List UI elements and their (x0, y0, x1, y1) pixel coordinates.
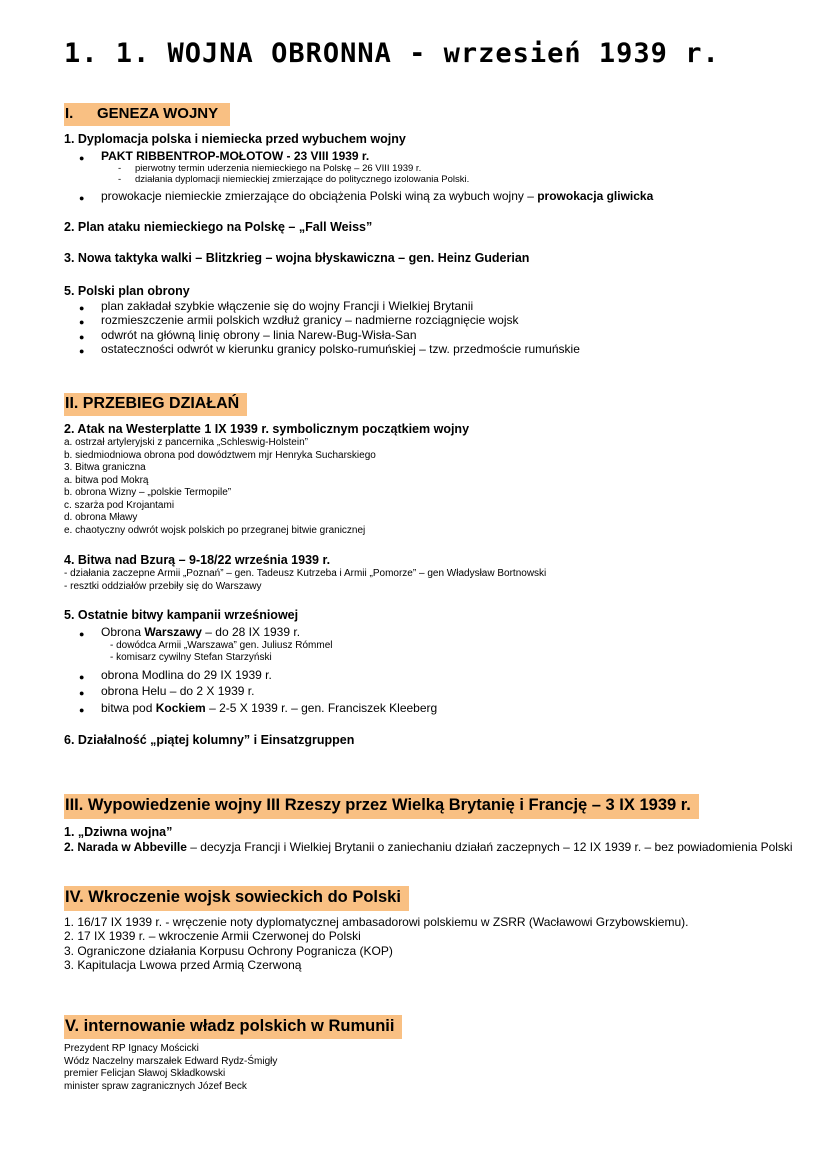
sub-list-item: - działania dyplomacji niemieckiej zmierzające do politycznego izolowania Polski. (118, 174, 814, 185)
section-1-number: I. (65, 105, 74, 122)
text-run: – decyzja Francji i Wielkiej Brytanii o zaniechaniu działań zaczepnych – 12 IX 1939 r. – bez powiadomienia Polski (186, 839, 793, 854)
section-internowanie-wladz (64, 1015, 814, 1093)
text-run: prowokacje niemieckie zmierzające do obciążenia Polski winą za wybuch wojny – (101, 189, 538, 203)
list-item-hel: ● obrona Helu – do 2 X 1939 r. (64, 684, 814, 699)
text-run: – do 28 IX 1939 r. (201, 625, 301, 640)
text-run: – 2-5 X 1939 r. – gen. Franciszek Kleeberg (205, 700, 438, 715)
text-run: Obrona (101, 625, 145, 640)
heading-dyplomacja: 1. Dyplomacja polska i niemiecka przed wybuchem wojny (64, 131, 406, 146)
detail-line: b. obrona Wizny – „polskie Termopile” (64, 487, 232, 499)
heading-blitzkrieg: 3. Nowa taktyka walki – Blitzkrieg – wojna błyskawiczna – gen. Heinz Guderian (64, 250, 530, 265)
list-item-warszawa (64, 625, 814, 640)
detail-line: 3. Bitwa graniczna (64, 462, 146, 474)
text-line: premier Felicjan Sławoj Składkowski (64, 1068, 226, 1080)
section-4-title: IV. Wkroczenie wojsk sowieckich do Polski (64, 886, 409, 910)
document-title: 1. 1. WOJNA OBRONNA - wrzesień 1939 r. (64, 38, 720, 69)
text-run: bitwa pod (101, 700, 156, 715)
section-przebieg-dzialan (64, 393, 814, 749)
detail-line: d. obrona Mławy (64, 512, 138, 524)
warszawa-sub-list (110, 640, 814, 665)
text-line: 1. 16/17 IX 1939 r. - wręczenie noty dyplomatycznej ambasadorowi polskiemu w ZSRR (Wacławowi Grzybowskiemu). (64, 914, 689, 929)
text-run-bold: prowokacja gliwicka (537, 189, 654, 203)
list-item: ● ostateczności odwrót w kierunku granicy polsko-rumuńskiej – tzw. przedmoście rumuńskie (64, 342, 814, 357)
detail-line: e. chaotyczny odwrót wojsk polskich po przegranej bitwie granicznej (64, 524, 366, 536)
detail-line: b. siedmiodniowa obrona pod dowództwem mjr Henryka Sucharskiego (64, 449, 376, 461)
heading-fall-weiss: 2. Plan ataku niemieckiego na Polskę – „Fall Weiss” (64, 219, 373, 234)
section-5-title: V. internowanie władz polskich w Rumunii (64, 1015, 402, 1039)
text-line: 3. Kapitulacja Lwowa przed Armią Czerwoną (64, 958, 302, 973)
heading-westerplatte: 2. Atak na Westerplatte 1 IX 1939 r. symbolicznym początkiem wojny (64, 422, 470, 437)
list-item: ● plan zakładał szybkie włączenie się do wojny Francji i Wielkiej Brytanii (64, 299, 814, 314)
list-item-kock (64, 701, 814, 716)
heading-dziwna-wojna: 1. „Dziwna wojna” (64, 824, 173, 839)
section-3-title: III. Wypowiedzenie wojny III Rzeszy przez Wielką Brytanię i Francję – 3 IX 1939 r. (64, 794, 699, 818)
section-wypowiedzenie-wojny (64, 794, 814, 854)
detail-line: a. ostrzał artyleryjski z pancernika „Schleswig-Holstein” (64, 437, 308, 449)
line-abbeville (64, 840, 814, 855)
sub-list-item: - komisarz cywilny Stefan Starzyński (110, 652, 272, 664)
detail-line: a. bitwa pod Mokrą (64, 474, 149, 486)
text-run-bold: Kockiem (155, 700, 206, 715)
section-1-title: GENEZA WOJNY (97, 105, 219, 122)
text-line: 2. 17 IX 1939 r. – wkroczenie Armii Czerwonej do Polski (64, 929, 361, 944)
sub-list-item: - pierwotny termin uderzenia niemieckiego na Polskę – 26 VIII 1939 r. (118, 163, 814, 174)
heading-bzura: 4. Bitwa nad Bzurą – 9-18/22 września 1939 r. (64, 553, 331, 568)
text-run-bold: 2. Narada w Abbeville (64, 839, 187, 854)
section-1-heading-highlight (64, 103, 230, 126)
detail-line: - resztki oddziałów przebiły się do Warszawy (64, 580, 262, 592)
sub-list-item: - dowódca Armii „Warszawa” gen. Juliusz Rómmel (110, 639, 333, 651)
detail-line: c. szarża pod Krojantami (64, 499, 175, 511)
text-line: Prezydent RP Ignacy Mościcki (64, 1043, 199, 1055)
list-item: ● rozmieszczenie armii polskich wzdłuż granicy – nadmierne rozciągnięcie wojsk (64, 313, 814, 328)
section-2-heading (64, 393, 814, 417)
text-line: Wódz Naczelny marszałek Edward Rydz-Śmigły (64, 1055, 278, 1067)
section-4-heading (64, 886, 814, 910)
heading-piata-kolumna: 6. Działalność „piątej kolumny” i Einsatzgruppen (64, 733, 355, 748)
heading-ostatnie-bitwy: 5. Ostatnie bitwy kampanii wrześniowej (64, 608, 299, 623)
pakt-sub-list (118, 163, 814, 185)
detail-line: - działania zaczepne Armii „Poznań” – gen. Tadeusz Kutrzeba i Armii „Pomorze” – gen Władysław Bortnowski (64, 568, 547, 580)
section-5-heading (64, 1015, 814, 1039)
section-3-heading (64, 794, 814, 818)
list-item: ● odwrót na główną linię obrony – linia Narew-Bug-Wisła-San (64, 328, 814, 343)
list-item-pakt: ● PAKT RIBBENTROP-MOŁOTOW - 23 VIII 1939 r. (64, 149, 814, 164)
list-item-modlin: ● obrona Modlina do 29 IX 1939 r. (64, 668, 814, 683)
heading-polski-plan: 5. Polski plan obrony (64, 283, 190, 298)
text-line: minister spraw zagranicznych Józef Beck (64, 1080, 247, 1092)
section-2-title: II. PRZEBIEG DZIAŁAŃ (64, 393, 247, 417)
text-run-bold: Warszawy (144, 625, 202, 640)
westerplatte-detail-list (64, 437, 814, 537)
list-item-prowokacje (64, 189, 814, 204)
section-1-heading (64, 103, 814, 126)
section-wkroczenie-sowietow (64, 886, 814, 972)
text-line: 3. Ograniczone działania Korpusu Ochrony Pogranicza (KOP) (64, 943, 393, 958)
section-geneza-wojny (64, 103, 814, 357)
